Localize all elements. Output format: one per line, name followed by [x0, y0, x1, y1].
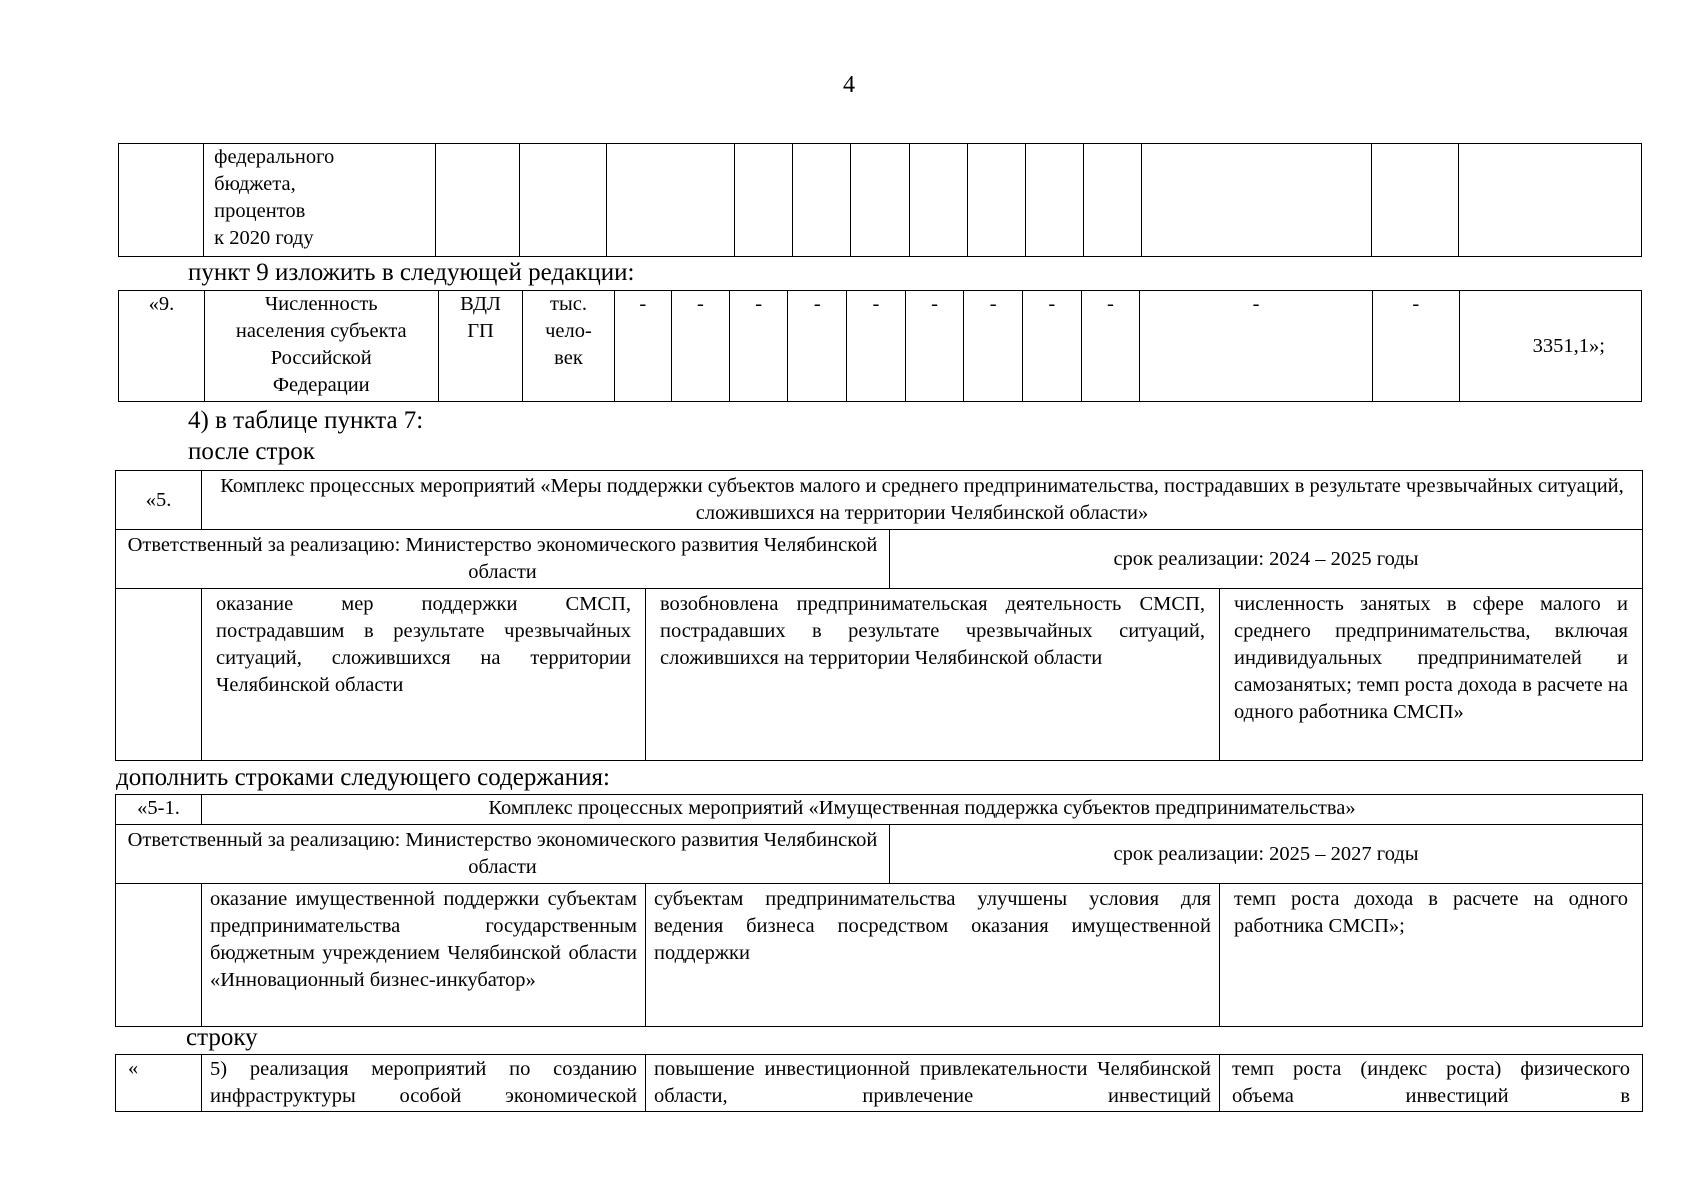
- effect-cell: субъектам предпринимательства улучшены условия для ведения бизнеса посредством оказания имущественной поддержки: [646, 884, 1220, 1027]
- table-row: [119, 144, 1642, 257]
- paragraph-after-rows: после строк: [188, 438, 315, 465]
- table-item9: [118, 290, 1642, 402]
- table-row: [116, 795, 1643, 825]
- value-cell: -: [905, 291, 964, 402]
- value-cell: -: [1140, 291, 1373, 402]
- row-number: «: [116, 1055, 202, 1112]
- row-number: «9.: [119, 291, 205, 402]
- indicator-name-cell: Численность населения субъекта Российской Федерации: [204, 291, 438, 402]
- table-row-5: [115, 1054, 1643, 1112]
- complex-title: Комплекс процессных мероприятий «Имущественная поддержка субъектов предпринимательства»: [202, 795, 1643, 825]
- responsible-cell: Ответственный за реализацию: Министерство экономического развития Челябинской области: [116, 530, 890, 589]
- table-row: [116, 589, 1643, 761]
- value-cell: -: [614, 291, 672, 402]
- value-cell: -: [964, 291, 1023, 402]
- indicator-cell: темп роста дохода в расчете на одного работника СМСП»;: [1220, 884, 1643, 1027]
- table-row: [116, 530, 1643, 589]
- paragraph-table7: 4) в таблице пункта 7:: [188, 407, 424, 434]
- indicator-cell: численность занятых в сфере малого и среднего предпринимательства, включая индивидуальных предпринимателей и самозанятых; темп роста дохода в расчете на одного работника СМСП»: [1220, 589, 1643, 761]
- page-number: 4: [843, 72, 855, 98]
- value-cell: -: [672, 291, 730, 402]
- paragraph-row: строку: [186, 1024, 258, 1051]
- level-cell: ВДЛ ГП: [438, 291, 523, 402]
- table-row: [116, 471, 1643, 530]
- table-complex-5-1: [115, 794, 1643, 1027]
- indicator-name-cell: федерального бюджета, процентов к 2020 году: [204, 144, 435, 257]
- row-number: «5.: [116, 471, 202, 530]
- term-cell: срок реализации: 2025 – 2027 годы: [890, 825, 1643, 884]
- complex-title: Комплекс процессных мероприятий «Меры поддержки субъектов малого и среднего предпринимательства, пострадавших в результате чрезвычайных ситуаций, сложившихся на территории Челябинской области»: [202, 471, 1643, 530]
- task-cell: оказание мер поддержки СМСП, пострадавшим в результате чрезвычайных ситуаций, сложившихся на территории Челябинской области: [202, 589, 646, 761]
- value-cell: -: [847, 291, 906, 402]
- task-cell: оказание имущественной поддержки субъектам предпринимательства государственным бюджетным учреждением Челябинской области «Инновационный бизнес-инкубатор»: [202, 884, 646, 1027]
- unit-cell: тыс. чело- век: [523, 291, 614, 402]
- table-row: [116, 884, 1643, 1027]
- table-row: [116, 825, 1643, 884]
- table-row: [119, 291, 1642, 402]
- paragraph-item9-intro: пункт 9 изложить в следующей редакции:: [188, 259, 635, 286]
- final-value-cell: 3351,1»;: [1459, 291, 1641, 402]
- value-cell: -: [1022, 291, 1081, 402]
- responsible-cell: Ответственный за реализацию: Министерство экономического развития Челябинской области: [116, 825, 890, 884]
- value-cell: -: [1372, 291, 1459, 402]
- row-number: «5-1.: [116, 795, 202, 825]
- indicator-cell: темп роста (индекс роста) физического объема инвестиций в: [1220, 1055, 1643, 1112]
- effect-cell: повышение инвестиционной привлекательности Челябинской области, привлечение инвестиций: [646, 1055, 1220, 1112]
- term-cell: срок реализации: 2024 – 2025 годы: [890, 530, 1643, 589]
- task-cell: 5) реализация мероприятий по созданию инфраструктуры особой экономической: [202, 1055, 646, 1112]
- table-complex-5: [115, 470, 1643, 761]
- value-cell: -: [729, 291, 788, 402]
- value-cell: -: [788, 291, 847, 402]
- table-row: [116, 1055, 1643, 1112]
- value-cell: -: [1081, 291, 1140, 402]
- effect-cell: возобновлена предпринимательская деятельность СМСП, пострадавших в результате чрезвычайных ситуаций, сложившихся на территории Челябинской области: [646, 589, 1220, 761]
- table-indicators-continuation: [118, 143, 1642, 257]
- paragraph-add-rows: дополнить строками следующего содержания:: [116, 764, 610, 791]
